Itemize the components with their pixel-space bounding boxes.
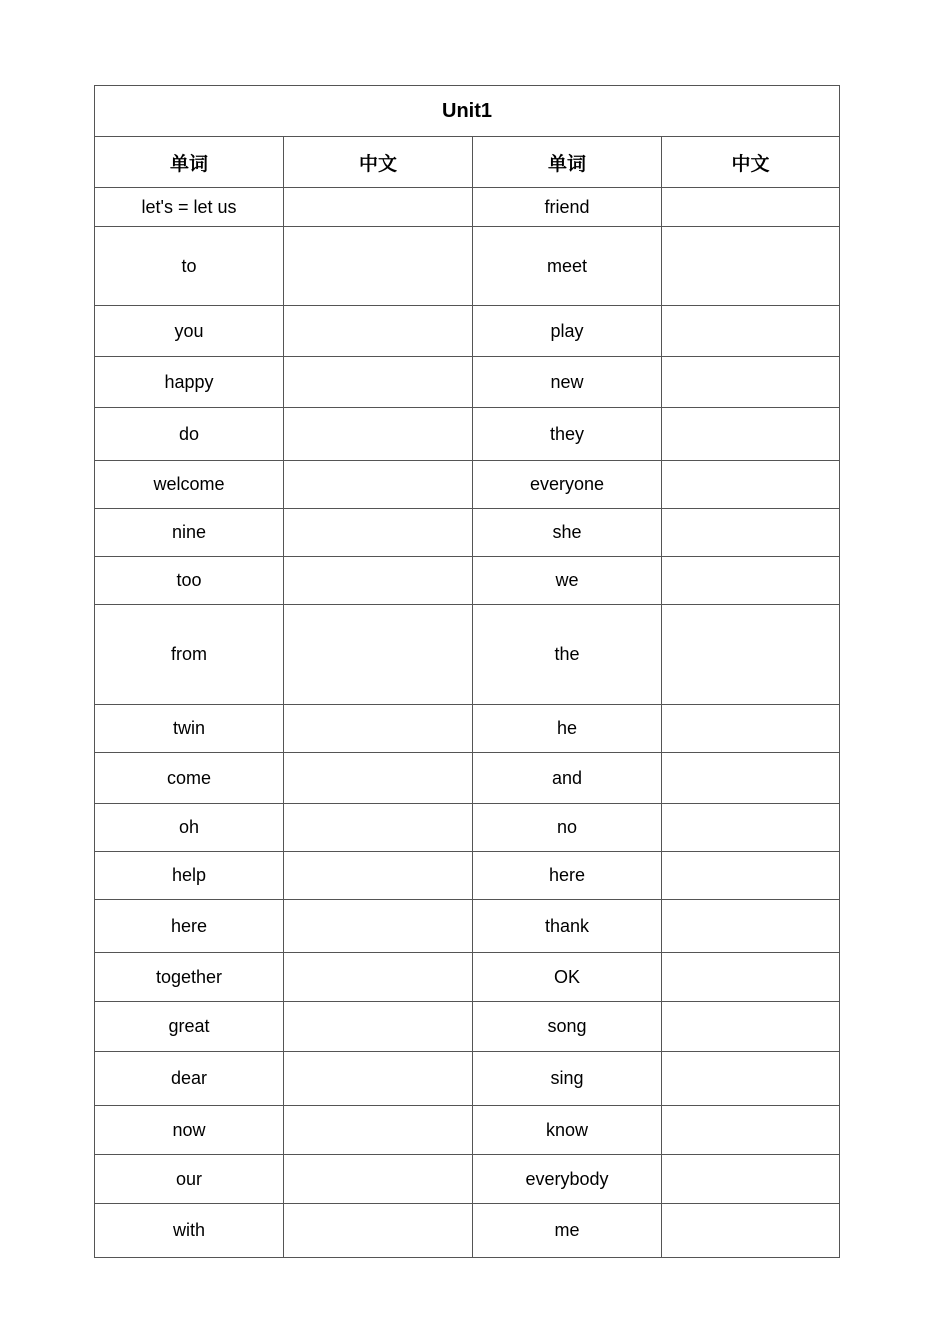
word-left: help (95, 852, 284, 900)
word-right: the (473, 605, 662, 705)
word-right: we (473, 557, 662, 605)
table-row (95, 557, 840, 605)
word-right: play (473, 306, 662, 357)
word-left: happy (95, 357, 284, 408)
word-right: new (473, 357, 662, 408)
word-right: she (473, 509, 662, 557)
chinese-left-blank (284, 953, 473, 1002)
chinese-right-blank (662, 900, 840, 953)
chinese-right-blank (662, 557, 840, 605)
chinese-left-blank (284, 557, 473, 605)
word-left: together (95, 953, 284, 1002)
header-word-right: 单词 (473, 137, 662, 188)
header-chinese-left: 中文 (284, 137, 473, 188)
word-left: do (95, 408, 284, 461)
word-left: dear (95, 1052, 284, 1106)
word-left: you (95, 306, 284, 357)
word-right: everyone (473, 461, 662, 509)
word-left: too (95, 557, 284, 605)
word-right: meet (473, 227, 662, 306)
word-left: now (95, 1106, 284, 1155)
table-row (95, 461, 840, 509)
chinese-left-blank (284, 509, 473, 557)
table-row (95, 1155, 840, 1204)
chinese-right-blank (662, 705, 840, 753)
table-row (95, 605, 840, 705)
word-left: nine (95, 509, 284, 557)
table-row (95, 357, 840, 408)
vocabulary-table (94, 85, 840, 1258)
chinese-left-blank (284, 753, 473, 804)
chinese-right-blank (662, 461, 840, 509)
chinese-right-blank (662, 804, 840, 852)
table-row (95, 953, 840, 1002)
word-right: no (473, 804, 662, 852)
word-right: me (473, 1204, 662, 1258)
chinese-left-blank (284, 188, 473, 227)
word-left: our (95, 1155, 284, 1204)
chinese-left-blank (284, 804, 473, 852)
word-left: come (95, 753, 284, 804)
chinese-right-blank (662, 953, 840, 1002)
chinese-left-blank (284, 852, 473, 900)
table-row (95, 1052, 840, 1106)
chinese-left-blank (284, 605, 473, 705)
chinese-left-blank (284, 1052, 473, 1106)
table-row (95, 1002, 840, 1052)
word-left: welcome (95, 461, 284, 509)
chinese-left-blank (284, 705, 473, 753)
table-row (95, 188, 840, 227)
chinese-right-blank (662, 1106, 840, 1155)
unit-title: Unit1 (95, 86, 840, 137)
word-left: great (95, 1002, 284, 1052)
table-row (95, 753, 840, 804)
header-row (95, 137, 840, 188)
chinese-right-blank (662, 188, 840, 227)
title-row (95, 86, 840, 137)
chinese-right-blank (662, 852, 840, 900)
chinese-left-blank (284, 1106, 473, 1155)
word-right: thank (473, 900, 662, 953)
word-right: sing (473, 1052, 662, 1106)
chinese-right-blank (662, 306, 840, 357)
table-row (95, 509, 840, 557)
chinese-left-blank (284, 1204, 473, 1258)
table-row (95, 804, 840, 852)
table-row (95, 227, 840, 306)
chinese-left-blank (284, 227, 473, 306)
chinese-right-blank (662, 227, 840, 306)
word-right: friend (473, 188, 662, 227)
chinese-right-blank (662, 509, 840, 557)
chinese-left-blank (284, 408, 473, 461)
word-right: they (473, 408, 662, 461)
table-row (95, 306, 840, 357)
word-right: here (473, 852, 662, 900)
chinese-right-blank (662, 1052, 840, 1106)
table-row (95, 1204, 840, 1258)
table-row (95, 705, 840, 753)
chinese-right-blank (662, 605, 840, 705)
header-word-left: 单词 (95, 137, 284, 188)
word-right: song (473, 1002, 662, 1052)
chinese-right-blank (662, 357, 840, 408)
chinese-left-blank (284, 1002, 473, 1052)
header-chinese-right: 中文 (662, 137, 840, 188)
word-right: know (473, 1106, 662, 1155)
chinese-left-blank (284, 306, 473, 357)
table-row (95, 852, 840, 900)
chinese-right-blank (662, 1204, 840, 1258)
word-right: OK (473, 953, 662, 1002)
word-right: he (473, 705, 662, 753)
table-row (95, 900, 840, 953)
word-left: twin (95, 705, 284, 753)
chinese-right-blank (662, 1002, 840, 1052)
word-left: here (95, 900, 284, 953)
word-left: with (95, 1204, 284, 1258)
chinese-left-blank (284, 900, 473, 953)
word-left: to (95, 227, 284, 306)
chinese-left-blank (284, 357, 473, 408)
word-left: let's = let us (95, 188, 284, 227)
table-row (95, 1106, 840, 1155)
chinese-left-blank (284, 461, 473, 509)
word-left: from (95, 605, 284, 705)
chinese-right-blank (662, 753, 840, 804)
table-row (95, 408, 840, 461)
word-left: oh (95, 804, 284, 852)
word-right: and (473, 753, 662, 804)
chinese-right-blank (662, 1155, 840, 1204)
word-right: everybody (473, 1155, 662, 1204)
chinese-left-blank (284, 1155, 473, 1204)
chinese-right-blank (662, 408, 840, 461)
